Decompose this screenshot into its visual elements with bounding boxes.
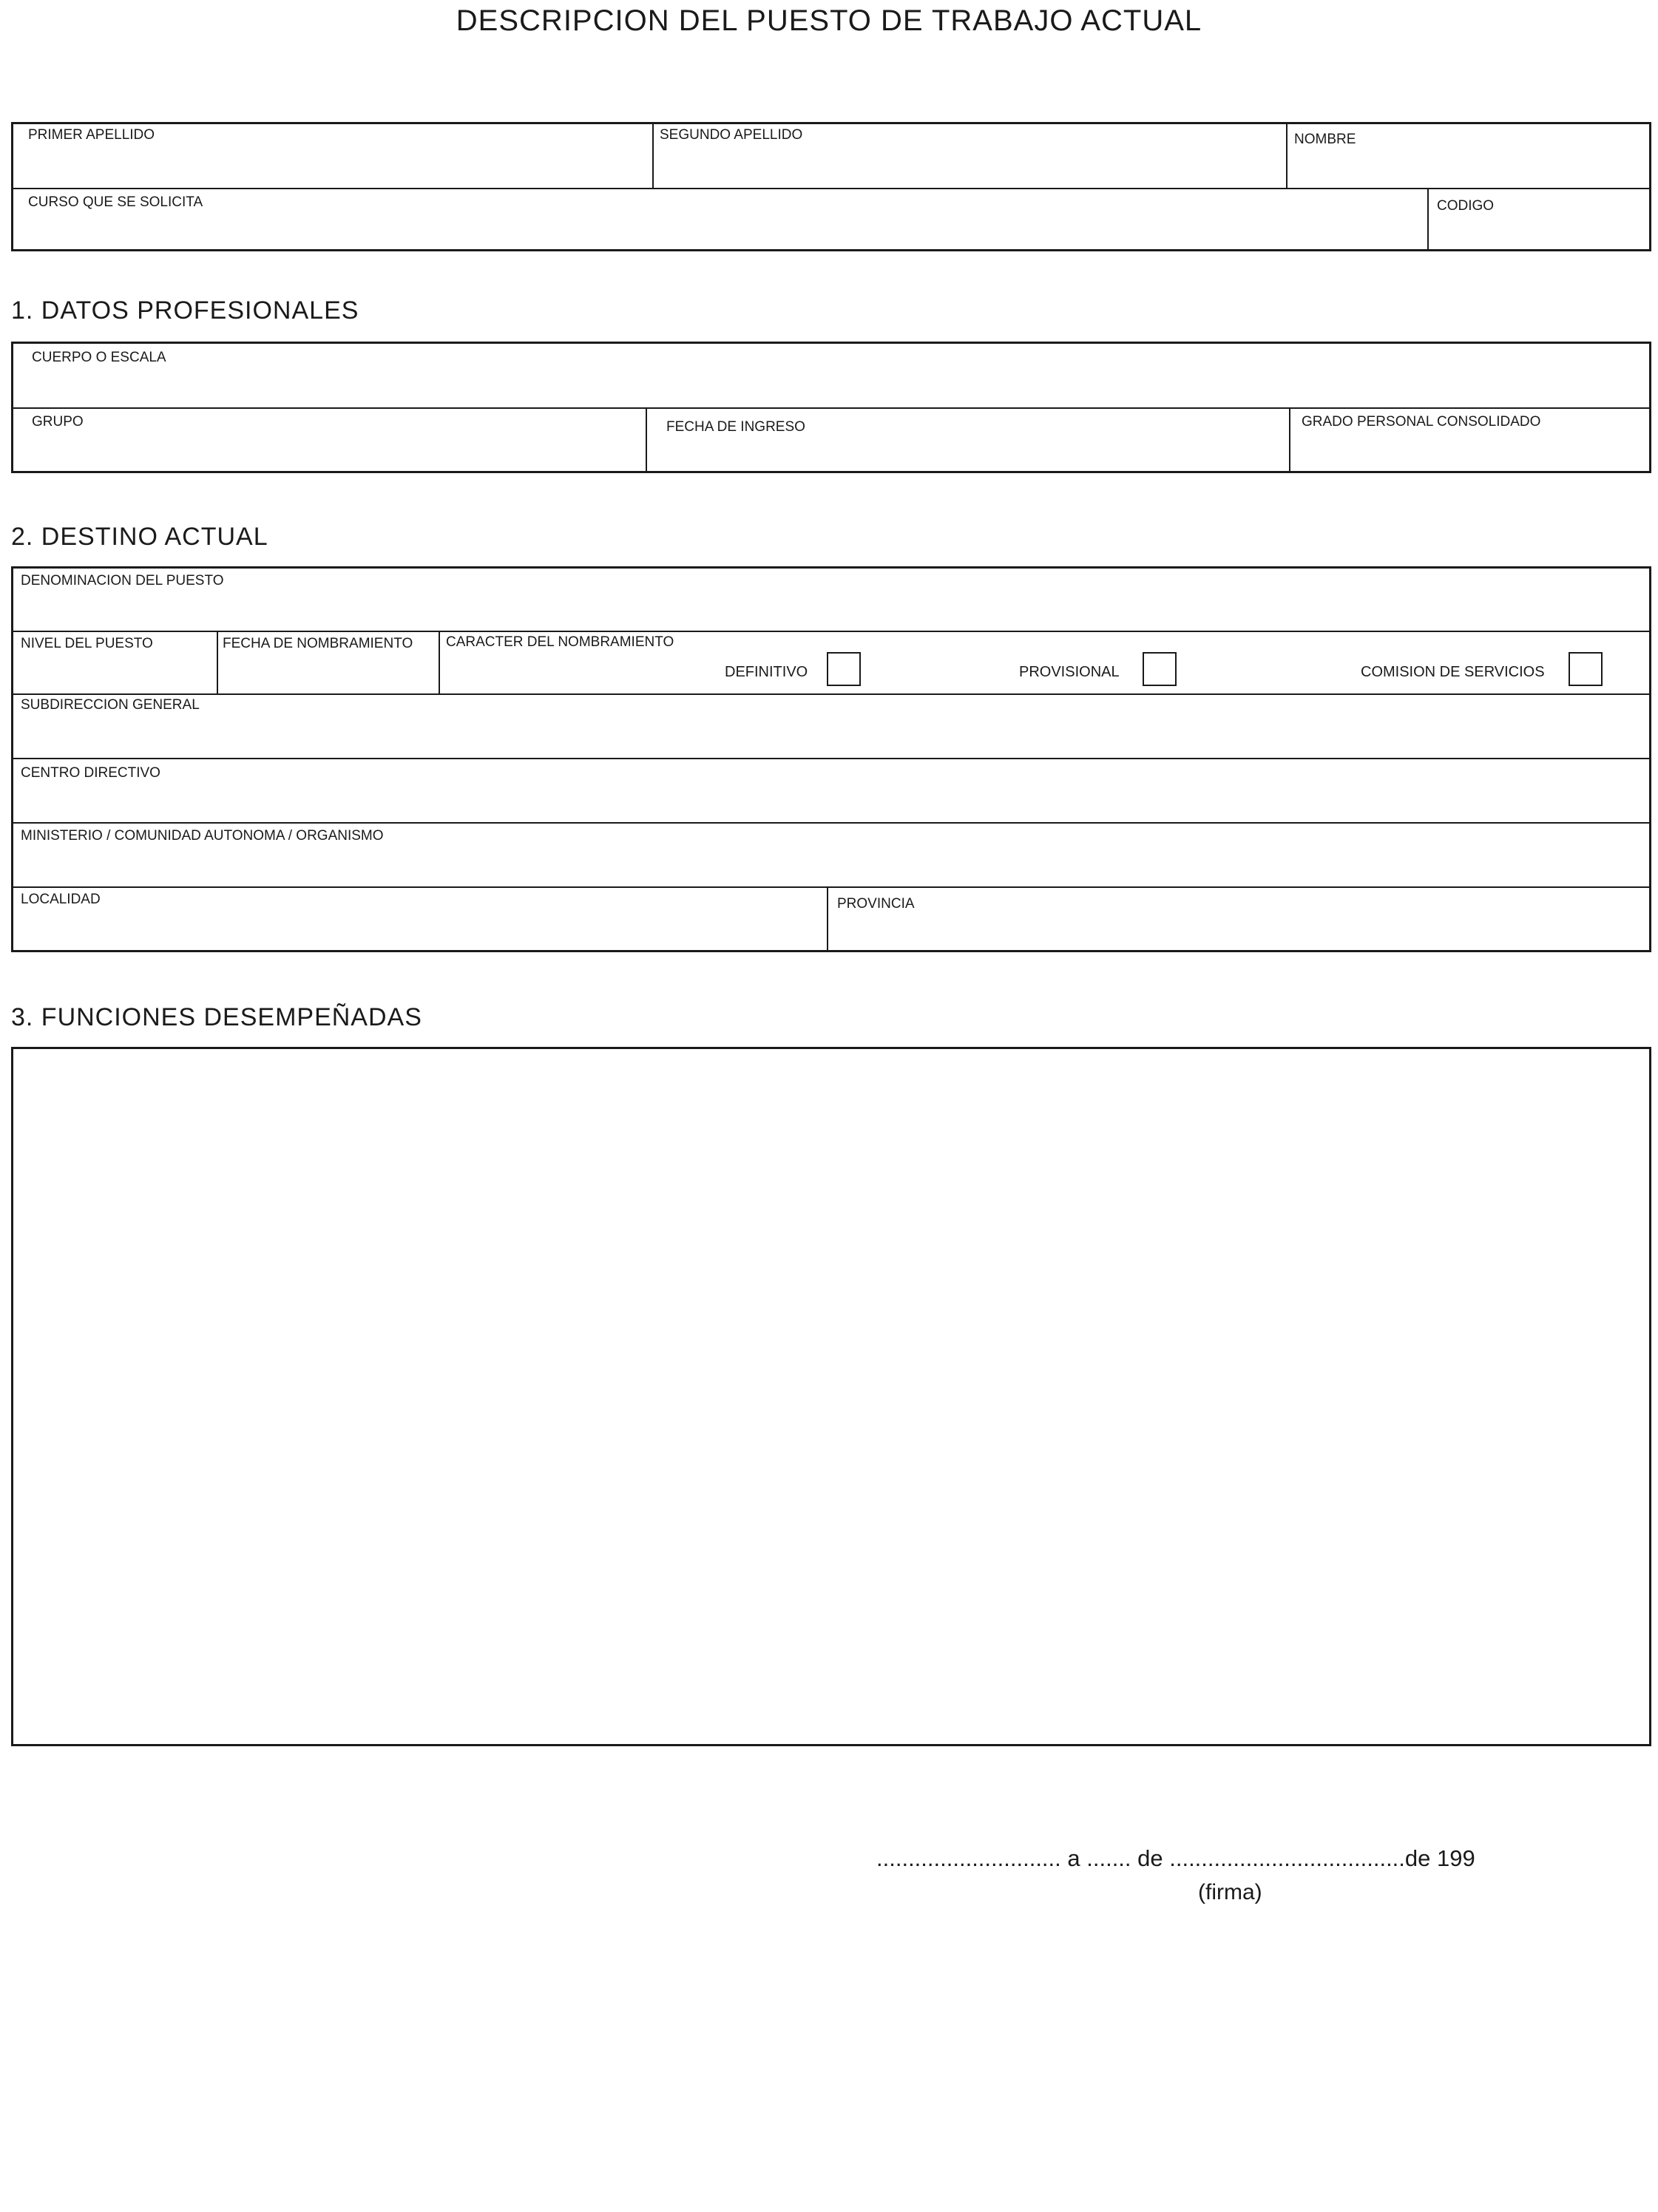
section-2-title: 2. DESTINO ACTUAL bbox=[11, 523, 268, 551]
page-title: DESCRIPCION DEL PUESTO DE TRABAJO ACTUAL bbox=[456, 4, 1202, 37]
signature-firma: (firma) bbox=[1198, 1880, 1262, 1904]
denominacion-label: DENOMINACION DEL PUESTO bbox=[21, 573, 224, 588]
grado-label: GRADO PERSONAL CONSOLIDADO bbox=[1302, 414, 1541, 430]
section-3-title: 3. FUNCIONES DESEMPEÑADAS bbox=[11, 1003, 422, 1031]
section-1-title: 1. DATOS PROFESIONALES bbox=[11, 296, 359, 325]
provisional-checkbox[interactable] bbox=[1143, 652, 1177, 686]
grupo-label: GRUPO bbox=[32, 414, 84, 430]
fecha-ingreso-label: FECHA DE INGRESO bbox=[666, 419, 805, 435]
nivel-puesto-label: NIVEL DEL PUESTO bbox=[21, 636, 153, 651]
cuerpo-escala-label: CUERPO O ESCALA bbox=[32, 350, 166, 365]
caracter-label: CARACTER DEL NOMBRAMIENTO bbox=[446, 634, 674, 650]
destino-actual-box bbox=[11, 566, 1651, 952]
definitivo-checkbox[interactable] bbox=[827, 652, 861, 686]
primer-apellido-label: PRIMER APELLIDO bbox=[28, 127, 155, 143]
funciones-box[interactable] bbox=[11, 1047, 1651, 1746]
comision-servicios-label: COMISION DE SERVICIOS bbox=[1361, 664, 1545, 680]
curso-label: CURSO QUE SE SOLICITA bbox=[28, 194, 203, 210]
codigo-label: CODIGO bbox=[1437, 198, 1495, 214]
signature-date-line: ............................. a ....... de .....................................de 199 bbox=[876, 1845, 1475, 1871]
definitivo-label: DEFINITIVO bbox=[725, 664, 808, 680]
segundo-apellido-label: SEGUNDO APELLIDO bbox=[660, 127, 803, 143]
provisional-label: PROVISIONAL bbox=[1019, 664, 1120, 680]
centro-directivo-label: CENTRO DIRECTIVO bbox=[21, 765, 160, 781]
provincia-label: PROVINCIA bbox=[837, 896, 915, 912]
comision-servicios-checkbox[interactable] bbox=[1569, 652, 1603, 686]
ministerio-label: MINISTERIO / COMUNIDAD AUTONOMA / ORGANISMO bbox=[21, 828, 384, 844]
datos-profesionales-box bbox=[11, 342, 1651, 473]
applicant-box bbox=[11, 122, 1651, 251]
localidad-label: LOCALIDAD bbox=[21, 892, 101, 907]
fecha-nombramiento-label: FECHA DE NOMBRAMIENTO bbox=[223, 636, 413, 651]
subdireccion-label: SUBDIRECCION GENERAL bbox=[21, 697, 200, 713]
nombre-label: NOMBRE bbox=[1294, 132, 1356, 147]
